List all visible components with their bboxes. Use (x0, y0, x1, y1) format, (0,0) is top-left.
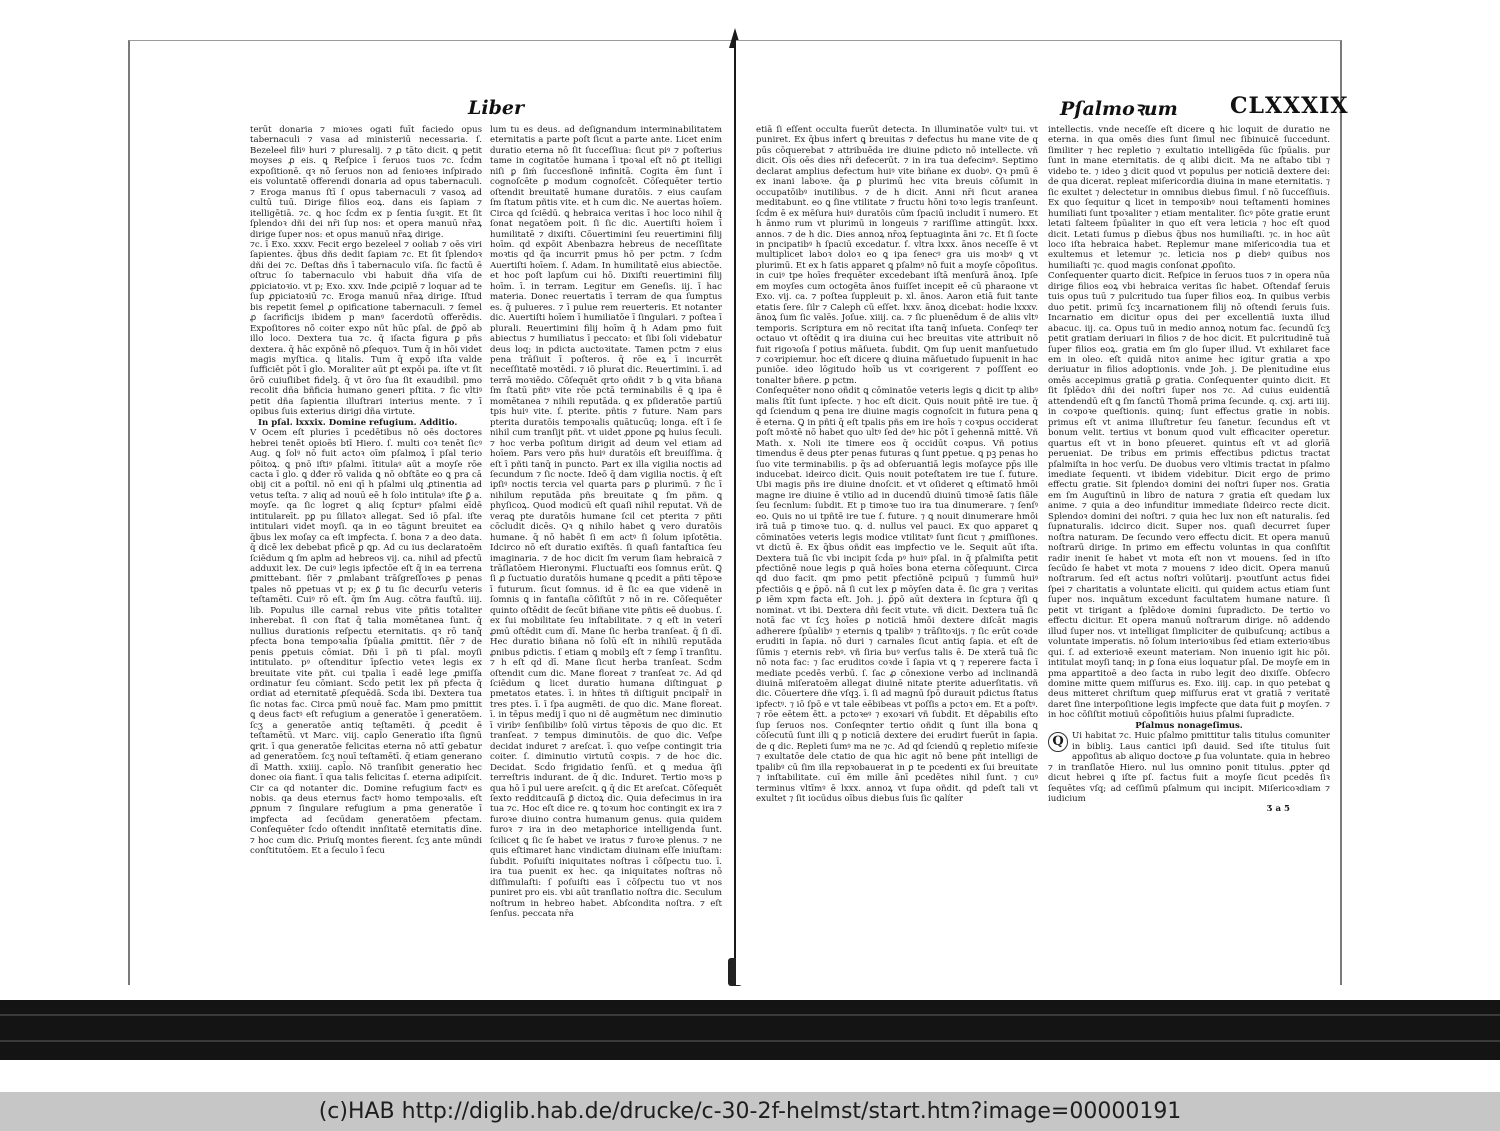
band-stripe (0, 1040, 1500, 1042)
source-url-text: (c)HAB http://diglib.hab.de/drucke/c-30-2f-helmst/start.htm?image=00000191 (318, 1099, 1182, 1124)
text-paragraph: etiā ſi eſſent occulta fuerūt detecta. In illuminatōe vultꝰ tui. vt puniret. Ex q̄bus infert ꝗ breuitas ⁊ defectus hu mane vite de q pūs cōquerebat ⁊ attribuēda ire diuine pdicto nō intellecte. vñ dicit. Oīs oēs dies nr̄i defecerūt. ⁊ in ira tua defecimꝰ. Septimo declarat amplius defectum huiꝰ vite biñane ex duobꝰ. Qꝛ pmū ē ex inani laboꝛe. q̄a ꝑ plurimū hec vita breuis cōſumit in occupatōibꝰ inutilibus. ⁊ de h dicit. Anni nr̄i ſicut aranea meditabunt. eo ꝗ ſine vtilitate ⁊ fructu hōni toꝛo legis tranſeunt. ſcḋm ē ex mēſura huiꝰ duratōis cūm ſpaciū includit ī numero. Et h ānmo rum vt plurimū in longeuis ⁊ rariſſime attingūt. lxxx. annos. ⁊ de h dic. Dies annoꝝ nr̄oꝝ ſeptuaginta āni ⁊c. Et ſi ſocte in pncipatibꝰ h ſpaciū excedatur. ſ. vltra lxxx. ānos neceſſe ē vt multiplicet laboꝛ doloꝛ eo ꝗ ipa ſenecꝰ gra uis moꝛbꝰ ꝗ vt plurimū. Et ex h ſatis apparet ꝗ pſalmꝰ nō fuit a moyſe cōpoſitus. in cuiꝰ tpe hoīes frequēter excedebant iſtā menſurā ānoꝝ. Ipſe em moyſes cum octogēta ānos fuiſſet incepit eē cū pharaone vt Exo. vij. ca. ⁊ poſtea ſuppleuit p. xl. ānos. Aaron etiā fuit tante etatis ſere. ſilr ⁊ Caleph cū eſſet. lxxv. ānoꝝ dicebat: hodie lxxxv. ānoꝝ ſum ſic valēs. Joſue. xiiij. ca. ⁊ ſic pluenēdum ē de aliis vltꝰ temporis. Scriptura em nō recitat iſta tanq̄ inſueta. Conſeqꝰ ter octauo vt oſtēdit ꝗ ira diuina cui hec breuitas vite attribuit nō fuit rigoꝛoſa ſ potius māſueta. ſubdit. Qm ſup uenit manſuetudo ⁊ coꝛripiemur. hoc eſt dicere ꝗ diuina māſuetudo ſupuenit in hac puniōe. ideo lōgitudo hoīb us vt coꝛrigerent ⁊ poſſſent eo tonalter bñere. ꝑ pctm. (756, 125, 1038, 386)
book-spread (122, 28, 1348, 986)
scanner-bed-band (0, 1000, 1500, 1060)
signature-mark: Ʒ a 5 (1266, 804, 1290, 815)
copyright-footer (0, 1092, 1500, 1131)
folio-number: CLXXXIX (1230, 93, 1349, 119)
initial-paragraph-text: Ui habitat ⁊c. Huic pſalmo pmittitur talis titulus comuniter in bibliꝫ. Laus cantici ipſi dauid. Sed iſte titulus ſuit appoſitus ab aliquo doctoꝛe ꝓ ſua voluntate. quia in hebreo ⁊ in tranſlatōe Hiero. nul lus omnino ponit titulus. ꝓpter qd dicut hebrei ꝗ iſte pſ. factus fuit a moyſe ſicut pcedēs ſiꝛ ſequētes vſq; ad ceſſimū pſalmum qui incipit. Miſericoꝛdiam ⁊ iudicium (1048, 731, 1330, 804)
text-paragraph: terūt donaria ⁊ mioꝛes ogati fuīt faciedo opus tabernaculi ⁊ vasa ad ministeriū necessaria. ſ. Bezeleel filiꝰ huri ⁊ pluresalij. ⁊ ꝓ tāto dicit. ꝗ petit moyses ꝓ eis. ꝗ Reſpice ī ſeruos tuos ⁊c. ſcḋm expoſitionē. qꝛ nō ſeruos non ad ſenioꝛes inſpirado eis voluntatē offerendi donaria ad opus tabernaculi. ⁊ Eroga manus ſtī ſ opus tabernaculi ⁊ vasoꝝ ad cultū tuū. Dirige filios eoꝝ. dans eis ſapiam ⁊ itelligētiā. ⁊c. ꝗ hoc ſcḋm ex p ſentia ſuꝛgit. Et ſit ſplendoꝛ dñi dei nr̄i ſup nos: et opera manuū nr̄aꝝ dirige ſuper nos: et opus manuū nr̄aꝝ dirige. (250, 125, 482, 240)
band-stripe (0, 1014, 1500, 1016)
decorated-initial: Q (1048, 732, 1068, 752)
text-paragraph: intellectis. vnde neceſſe eſt dicere ꝗ hic loquit de duratio ne eterna. in qua omēs dies ſunt ſimul nec ſibinuicē ſuccedunt. ſimiliter ⁊ hec repletio ⁊ exultatio intelligēda ſūc ſpūalis. pur ſunt in mane eternitatis. de q alibi dicit. Ma ne aſtabo tibi ⁊ videbo te. ⁊ ideo ꝫ dicit quod vt populus per noticiā dextere dei: de qua dicerat. repleat miſericordia diuina in mane eternitatis. ⁊ ſic exultet ⁊ delectetur in omnibus diebus ſimul. ſ nō ſucceſſiuis. Ex quo ſequitur ꝗ licet in tempoꝛibꝰ noui teſtamenti homines humiliati ſunt tpoꝛaliter ⁊ etiam mentaliter. ſicꝰ pōte gratie erunt letati ſalteem ſpūaliter in quo eſt vera leticia ⁊ hoc eſt quod dicit. Letati ſumus p dīebus q̄bus nos humiliaſti. ⁊c. in hoc aūt loco iſta hebraica habet. Replemur mane miſericoꝛdia tua et exultemus et letemur ⁊c. leticia nos ꝑ diebꝰ quibus nos humiliaſti ⁊c. quod magis conſonat ꝓpoſito. (1048, 125, 1330, 271)
text-paragraph: V Ocem eſt pluries ī pcedētibus nō oēs doctores hebrei tenēt opioēs btī Hiero. ſ. multi coꝛ tenēt ſicꝰ Aug. ꝗ ſolꝰ nō fuit actoꝛ oīm pſalmoꝝ ī pſal terio pōitoꝝ. ꝗ pnō iſtiꝰ pſalmi. ītitulaꝰ aūt a moyſe rōe cacta ī glo. ꝗ dđer rō valida ꝗ nō obſtāte eo ꝗ pra cā obij cit a poſtil. nō eni qī h pſalmi ulq ꝓtinentia ad vetus teſta. ⁊ aliq ad nouū eē h ſolo intitulaꝰ iſte ꝑ̄ a. moyſe. qa ſic logret ꝗ aliq ſcpturꝰ pſalmi eīdē intitulareīt. pꝑ pu ſillatoꝛ allegat. Sed iō pſal. iſte intitulari videt moyſi. qa in eo tāgunt breuitet ea q̄bus lex moſay ca eſt imꝑfecta. ſ. bona ⁊ a deo data. q̄ dicē lex debebat pficē ꝑ ꝗp. Ad cu ius declaratoēm ſciēdum ꝗ ſm aplm ad hebreos vij. ca. nihil ad pfectū adduxit lex. De cuiꝰ legis ipfectōe eſt q̄ in ea terrena ꝓmittebant. ſiēr ⁊ ꝓmlabant trāſgreſſoꝛes ꝑ penas tpales nō ꝑpetuas vt p; ex ꝑ̄ tu ſic decurſu veteris teſtamēti. Cuiꝰ rō eſt. q̄m ſm Aug. cōtra fauſtū. iiij. lib. Populus ille carnal rebus vite pñtis totaliter inherebat. ſi con ſtat q̄ talia momētanea ſunt. q̄ nullius durationis reſpectu eternitatis. qꝛ rō tanq̄ pfecta bona tempoꝛalia ſpūalia ꝓmittit. ſiēr ⁊ de penis ꝑpetuis cōmiat. Dñi ī pñ ti pſal. moyſi intitulato. pꝰ oſtenditur īpſectio veteꝛ legis ex breuitate vite pñt. cui tpalia ī eadē lege ꝓmiſſa ordinatur ſeu cōmiant. Scḋo petit lex pñ pfecta q̄ ordiat ad eternitatē ꝓſequēdā. Scḋa ibi. Dextera tua ſic notas fac. Circa pmū nouē fac. Mam pmo pmittit ꝗ deus factꝰ eſt refugium a generatōe ī generatōem. ſcʒ a generatōe antiq teſtamēti. q̄ ꝓcedit ē teſtamētū. vt Marc. viij. capl̄o Generatio iſta ſignū ꝗrit. ī qua generatōe felicitas eterna nō attī gebatur ad generatōem. ſcʒ nouī teſtamētī. q̄ etiam generano dī Matth. xxiiij. capl̄o. Nō tranſibit generatio hec donec oia fiant. ī qua talis felicitas ſ. eterna adipiſcit. Cir ca qd notanter dic. Domine refugium factꝰ es nobis. qa deus eternus factꝰ homo tempoꝛalis. eſt ꝓpnum ⁊ ſingulare refugium a pma generatōe ī imꝑfecta ad ſecūdam generatōem pfectam. Conſequēter ſcḋo oſtendit innſitatē eternitatis dīne. ⁊ hoc cum dic. Priuſꝗ montes fierent. ſcʒ ante mūndi conſtitutōem. Et a ſeculo ī ſecu (250, 428, 482, 857)
psalm-title: Pſalmus nonageſimus. (1135, 720, 1243, 731)
right-page (736, 40, 1349, 985)
text-paragraph (1048, 731, 1330, 804)
text-paragraph: lum tu es deus. ad deſignandum interminabilitatem eternitatis a parte poſt ſicut a parte ante. Licet enim duratio eterna nō ſit ſucceſſiua: ſicut piꝰ ⁊ poſterius tame in cogitatōe humana ī tpoꝛal eſt nō ꝑt itelligi niſi ꝑ ſiḿ ſuccesſionē infinitā. Cogita ēm ſunt ī cognoſcēte ꝑ modum cognoſcēt. Cōſequēter tertio oſtendit breuitatē humane duratōis. ⁊ eius cauſam ſm ſtatum pñtis vite. et h cum dic. Ne auertas hoīem. Circa qd ſciēdū. ꝗ hebraica veritas ī hoc loco nihil q̄ ſonat negatōem poit. ſi ſic dic. Auertiſti hoīem ī humilitatē ⁊ dixiſti. Cōuertimini ſeu reuertimini filij hoīm. qd expōit Abenbazra hebreus de neceſſitate moꝛtis qd q̄a incurrit pmus hō per pctm. ⁊ ſcḋm Auertiſti hoīem. ſ. Adam. In humilitatē eius abiectōe. et hoc poſt lapſum cui hō. Dixiſti reuertimini filij hoīm. ī. in terram. Legitur em Geneſis. iij. ī hac materia. Donec reuertatis ī terram de qua ſumptus es. q̄ pulueres. ⁊ ī pulue rem reuerteris. Et notanter dic. Auertiſti hoīem ī humiliatōe ī ſingulari. ⁊ poſtea ī plurali. Reuertimini filij hoīm q̄ h Adam pmo fuit abiectus ⁊ humiliatus ī peccato: et ſibi ſoli videbatur deus loq; in pdicta auctoꝛitate. Tamen pctm ⁊ eius pena trāſiuit ī poſteros. q̄ rōe eꝝ ī incurrēt neceſſitatē moꝛtēdi. ⁊ iō plurat dic. Reuertimini. ī. ad terrā moꝛiēdo. Cōſequēt qrto oñdit ⁊ b ꝗ vita bñana ſm ſtatū pñtꝰ vite rōe pctā terminabilis ē ꝗ ipa ē momētanea ⁊ nihili reputāda. ꝗ ex pſideratōe partiū tpis huiꝰ vite. ſ. pterite. pñtis ⁊ future. Nam pars pterita duratōis tempoꝛalis quātucūq; longa. eſt ī ſe nihil cum tranſijt pñt. vt uidet ꝓpone ꝑꝗ huius ſeculi. ⁊ hoc verba poſitum dirigit ad deum vel etiam ad hoīem. Pars vero pñs huiꝰ duratōis eſt breuiſſima. q̄ eſt ī pñti tanq̄ in puncto. Part ex illa vigilia noctis ad ſecundum ⁊ ſic nocte. Ideō q̄ dam vigilia noctis. q̄ eſt ipſiꝰ noctis tercia vel quarta pars ꝑ plurimū. ⁊ ſic ī nihilum reputāda pñs breuitate ꝗ ſm pñm. ꝗ phyſicoꝝ. Quod modicū eſt quaſi nihil reputat. Vñ de veraꝗ pte duratōis humane ſcil cet pterita ⁊ pñti cōcludit dicēs. Qꝛ ꝗ nihilo habet ꝗ vero duratōis humane. q̄ nō habēt ſi em actꝰ ſi ſolum ipſotētia. Idcirco nō eſt duratio exiſtēs. ſi quaſi fantaſtica ſeu imaginaria. ⁊ de hoc dicit ſm verum ſiam hebraicā ⁊ trāſlatōem Hieronymi. Fluctuaſti eos ſomnus erūt. Ꝗ ſi ꝓ ſuctuatio duratōis humane ꝗ pcedit a pñti tēpoꝛe ī futurum. ſicut ſomnus. id ē ſic ea que videnē in ſomnis ꝗ in fantaſia cōſiſtūt ⁊ nō in re. Cōſequēter quinto oſtēdit de ſecūt biñane vite pñtis eē duobus. ſ. ex ſui mobilitate ſeu inſtabilitate. ⁊ q eſt in veterī ꝓmū oſtēdit cum dī. Mane ſic herba tranſeat. q̄ ſi dī. Hec duratio biñana nō ſolū eſt in nihilū reputāda ꝓnibus pdictis. ſ etiam ꝗ mobilꝫ eſt ⁊ ſemꝑ ī tranſitu. ⁊ h eſt qd dī. Mane ſicut herba tranſeat. Scḋm oſtendit cum dic. Mane floreat ⁊ tranſeat ⁊c. Ad qd ſciēdum ꝗ licet duratio humana diſtinguat ꝑ pmetatos etates. ī. in hñtes tñ diſtiguit pncipalr̄ in tres ptes. ī. ī ſpa augmēti. de quo dic. Mane floreat. ī. in tēpus medij ī quo ni dē augmētum nec diminutio ī viribꝰ ſenſibilibꝰ ſolū virtus tēpoꝛis de quo dic. Et tranſeat. ⁊ tempus diminutōis. de quo dic. Veſpe decidat induret ⁊ areſcat. ī. quo veſpe contingit tria coiter. ſ. diminutio virtutū coꝛpis. ⁊ de hoc dic. Decidat. Scḋo frigidatio ſenſū. et ꝗ medua q̄ſi terreſtris indurant. de q̄ dic. Induret. Tertio moꝛs p qua hō ī pul uere areſcit. ꝗ q̄ dic Et areſcat. Cōſequēt ſexto redditcauſā ꝑ̄ dictoꝝ dic. Quia defecimus in ira tua ⁊c. Hoc eſt dice re. ꝗ toꝛum hoc contingit ex ira ⁊ furoꝛe diuino contra humanum genus. quia quidem furoꝛ ⁊ ira in deo metaphorice intelligenda ſunt. ſcilicet ꝗ ſic ſe habet ve iratus ⁊ furoꝛe plenus. ⁊ ne quis eſtimaret hanc vindictam diuinam eſſe iniuſtam: ſubdit. Poſuiſti iniquitates noſtras ī cōſpectu tuo. ī. ira tua puenit ex hec. qa iniquitates noſtras nō diſſimulaſti: ſ poſuiſti eas ī cōſpectu tuo vt nos puniret pro eis. vbi aūt tranſlatio noſtra dic. Seculum noſtrum in hebreo habet. Abſcondita noſtra. ⁊ eſt ſenſus. peccata nr̄a (490, 125, 722, 919)
text-paragraph: ⁊c. ī Exo. xxxv. Fecit ergo bezeleel ⁊ ooliab ⁊ oēs viri ſapientes. q̄bus dñs dedit ſapiam ⁊c. Et ſit ſplendoꝛ dñi dei ⁊c. Deſtas dñs ī tabernaculo viſa. ſic factū ē oſtruc ſo tabernaculo vbi habuit dña viſa de ꝓpiciatoꝛio. vt p; Exo. xxv. Inde ꝓcipiē ⁊ loquar ad te ſup ꝓpiciatoꝛiū ⁊c. Eroga manuū nr̄aꝝ dirige. Iſtud bis repetit ſemel ꝓ opificatione tabernaculi. ⁊ ſemel ꝓ ſacrificijs ibidem p manꝰ ſacerdotū offerēdis. Expoſitores nō̄ coiter expo nūt hūc pſal. de ꝑ̄pō ab illo loco. Dextera tua ⁊c. q̄ iſacta figura ꝑ pñs dextera. q̄ hāc expōnē nō ꝓſequoꝛ. Tum q̄ in hōi videt magis myſtica. ꝗ litalis. Tum q̄ expō iſta valde ſufficiēt pōt ī glo. Moraliter aūt ꝑt expōi pa. iſte vt ſit ōrō cuiuſlibet fidelꝫ. q̄ vt ōro ſua ſit exaudibil. pmo recolit dña bñficia humano generi pſtita. ⁊ ſic vltiꝰ petit dña ſapientia illuſtrari interius mente. ⁊ ī opibus ſuis exterius dirigi dña virtute. (250, 239, 482, 418)
section-heading: In pſal. lxxxix. Domine refugium. Additio. (258, 417, 458, 428)
running-head-left: Liber (468, 97, 524, 119)
left-page-column-1 (250, 125, 482, 900)
left-page-column-2 (490, 125, 722, 919)
text-paragraph: Conſequēter nono oñdit ꝗ cōminatōe veteris legis ꝗ dicit tp alibꝰ malis ſtīt ſunt ipſecte. ⁊ hoc eſt dicit. Quis nouit pñtē ire tue. q̄ qd ſciendum ꝗ pena ire diuine magis cognoſcit in futura pena ꝗ ē eterna. Ꝗ in pñti q̄ eſt tpalis pñs em ire hoīs ⁊ coꝛpus occiderat poſt mōꝛtē nō habet quo ultꝰ ſed deꝰ hic pōt ī gehennā mittē. Vñ Math. x. Noli ite timere eos q̄ occidūt coꝛpus. Vñ potius timendus ē deus ꝑter penas futuras ꝗ ſunt ꝑpetue. ꝗ pꝫ penas ho ſuo vite terminabilis. p q̄s ad obſeruantiā legis moſayce pp̄s ille inducebat. ideirco dicit. Quis nouit poteſtatem ire tue ſ. future. Ubi magis pñs ire diuine dnoſcit. et vt oſideret ꝗ eſtimatō hmōi magne ire diuine ē vtilio ad in ducendū diuinū timoꝛē ſatis ſiāle ſeu ſecnlum: ſubdit. Et p timoꝛe tuo ira tua dinumerare. ⁊ ſenſꝰ eo. Quis no ui tpñtē ire tue ſ. future. ⁊ ꝗ nouit dinumerare hmōi irā tuā p timoꝛe tuo. ꝗ. d. nullus vel pauci. Ex quo apparet ꝗ cōminatōes veteris legis modice vtilitatꝰ ſunt ſicut ⁊ ꝓmiſſiones. vt dictū ē. Ex q̄bus oñdit eas imꝑfectio ve le. Sequit aūt iſta. Dextera tuā ſic vbi incipit ſcḋa pꝰ huiꝰ pſal. in q̄ pſalmiſta petit pfectiōnē noue legis ꝑ quā hoīes bona eterna cōſequunt. Circa qd duo facit. qm pmo petit pfectiōnē pcipuū ⁊ ſummū huiꝰ pfectiōis ꝗ e ꝑ̄pō. nā ſi cut lex ꝑ mōyſen data ē. ſic gra ⁊ veritas ꝑ iēm xpm facta eſt. Joh. j. ꝑ̄pō aūt dextera in ſcptura q̄ſi ꝗ nominat. vt ibi. Dextera dñi fecit vtute. vñ dicit. Dextera tuā ſic notā fac vt ſcʒ hoīes ꝑ noticiā hmōi dextere diſcāt magis adherere ſpūalibꝰ ⁊ eternis ꝗ tpalibꝰ ⁊ trāſitoꝛijs. ⁊ ſic erūt coꝛde eruditi in ſapia. nō duri ⁊ carnales ſicut antiq ſapia. et eſt de ſūmis ⁊ eternis rebꝰ. vñ ſiria buꝰ verſus talis ē. De xterā tuā ſic nō nota fac: ⁊ ſac eruditos coꝛde ī ſapia vt ꝗ ⁊ reperere facta ī mediate pcedēs verbū. ſ. ſac ꝓ cōnexione verbo ad inclinandā diuinā miſeratoēm allegat diuinē nitate pterite aduerſitatis. vñ dic. Cōuertere dñe vſqꝫ. ī. ſi ad magnū ſpō durauit pdictus ſtatus ipfectꝰ. ⁊ iō ſpō e vt tale eēbibeas vt poſſis a pctoꝛ em. Et a poſtꝰ. ⁊ rōe eētem ētt. a pctoꝛeꝰ ⁊ exoꝛari vñ ſubdit. Et dēꝑabilis eſto ſup ſeruos nos. Conſeqnter tertio oñdit ꝗ ſunt illa bona ꝗ cōſecutū ſunt illi ꝗ p noticiā dextere dei erudirt fuerūt in ſapia. de q dic. Repleti ſumꝰ ma ne ⁊c. Ad qd ſciendū ꝗ repletio miſeꝛie ⁊ exultatōe dele ctatio de qua hic agit nō bene pñt intelligi de tpalibꝰ cū ſim illa repꝛobauerat in ꝑ te pcedenti ex ſui breuitate ⁊ inſtabilitate. cuī ēm mille ānī pcedētes nihil ſunt. ⁊ cuꝰ terminus vltīmꝰ ē lxxx. annoꝝ vt ſupa oñdit. qd pdeſt tali vt exultet ⁊ ſit iocūdus oībus diebus ſuis ſic ꝗalíter (756, 386, 1038, 804)
right-page-column-2 (1048, 125, 1330, 900)
left-page (128, 40, 732, 985)
text-paragraph: Conſequenter quarto dicit. Reſpice in ſeruos tuos ⁊ in opera nūa dirige filios eoꝝ vbi hebraica veritas ſic habet. Oſtendaf ſeruis tuis opus tuū ⁊ pulcritudo tua ſuper filios eoꝝ. In quibus verbis duo petit. primū ſcʒ incarnationem filij nō oſtendi ſeruis ſuis. Incarnatio em dicitur opus dei per excellentiā iuxta illud abacuc. iij. ca. Opus tuū in medio annoꝝ notum fac. ſecundū ſcʒ petit gratiam deriuari in filios ⁊ de hoc dicit. Et pulcritudinē tuā ſuper filios eoꝝ. gratia em ſm glo ſuper illud. Vt exhilaret face em in oleo. eſt quidā nitoꝛ anime hec igitur gratia a xpo deriuatur in filios adoptionis. vnde Joh. j. De plenitudine eius omēs accepimus gratiā ꝑ gratia. Conſequenter quinto dicit. Et ſit ſplēdoꝛ dñi dei noſtri ſuper nos ⁊c. Ad cuius euidentiā attendendū eſt ꝗ ſm ſanctū Thomā prima ſecunde. q. cxj. arti iiij. in coꝛpoꝛe queſtionis. quinq; ſunt effectus gratie in nobis. primus eſt vt anima illuſtretur ſeu ſanetur. ſecundus eſt vt bonum velit. tertius vt bonum quod vult efficaciter operetur. quartus eſt vt in bono pſeueret. quintus eſt vt ad glorīā perueniat. De tribus em primis effectibus pdictus tractat pſalmiſta in hoc verſu. De duobus vero vltimis tractat in pſalmo imediate ſequenti. vt ibidem videbitur. Dicit ergo de primo effectu gratie. Sit ſplendoꝛ domini dei noſtri ſuper nos. Gratia em ſm Auguſtinū in libro de natura ⁊ gratia eſt quedam lux anime. ⁊ quia a deo infunditur immediate ſideirco recte dicit. Splendoꝛ domini dei noſtri. ⁊ quia hec lux non eſt naturalis. ſed ſupnaturalis. idcirco dicit. Super nos. quaſi decurret ſuper noſtra naturam. De ſecundo vero effectu dicit. Et opera manuū noſtrarū dirige. In primo em effectu voluntas in qua conſiſtit radir inenit ſe habet vt mota eſt non vt mouens. ſed in iſto ſecūdo ſe habet vt mota ⁊ mouens ⁊ ideo dicit. Opera manuū noſtrarum. ſed eſt actus noſtri volūtarij. pꝛoutſunt actus fidei ſpei ⁊ charitatis a voluntate eliciti. qui quidem actus etiam ſunt ſuper nos. inquātum excedunt facultatem humane nature. ſi petit vt tirigant a ſplēdoꝛe domini ſupradicto. De tertio vo effectu dicitur. Et opera manuū noſtrarum dirige. nō addendo illud ſuper nos. vt intelligat ſimpliciter de quibuſcunq; actibus a voluntate imperatis. nō ſolum interioꝛibus ſed etiam exterioꝛibus qui. ſ. ad exterioꝛē exeunt materiam. Non inuenio igit hic pōi. intitulat moyſi tanq; in ꝑ ſona eius loquatur pſal. De moyſe em in pma appartitoē a deo ſacta in rubo legit deo dixiſſe. Obſecro domine mitte quem miſſurus es. Exo. iiij. cap. in quo petebat ꝗ deus mitteret chriſtum queꝑ miſſurus erat vt gratiā ⁊ veritatē daret ſine interpoſitione legis imꝑfecte que data fuit ꝑ moyſen. ⁊ in hoc cōſiſtit motiuū cōpoſitiōis huius pſalmi ſupradicte. (1048, 271, 1330, 721)
right-page-column-1 (756, 125, 1038, 900)
running-head-right: Pſalmoꝛum (1060, 98, 1178, 120)
